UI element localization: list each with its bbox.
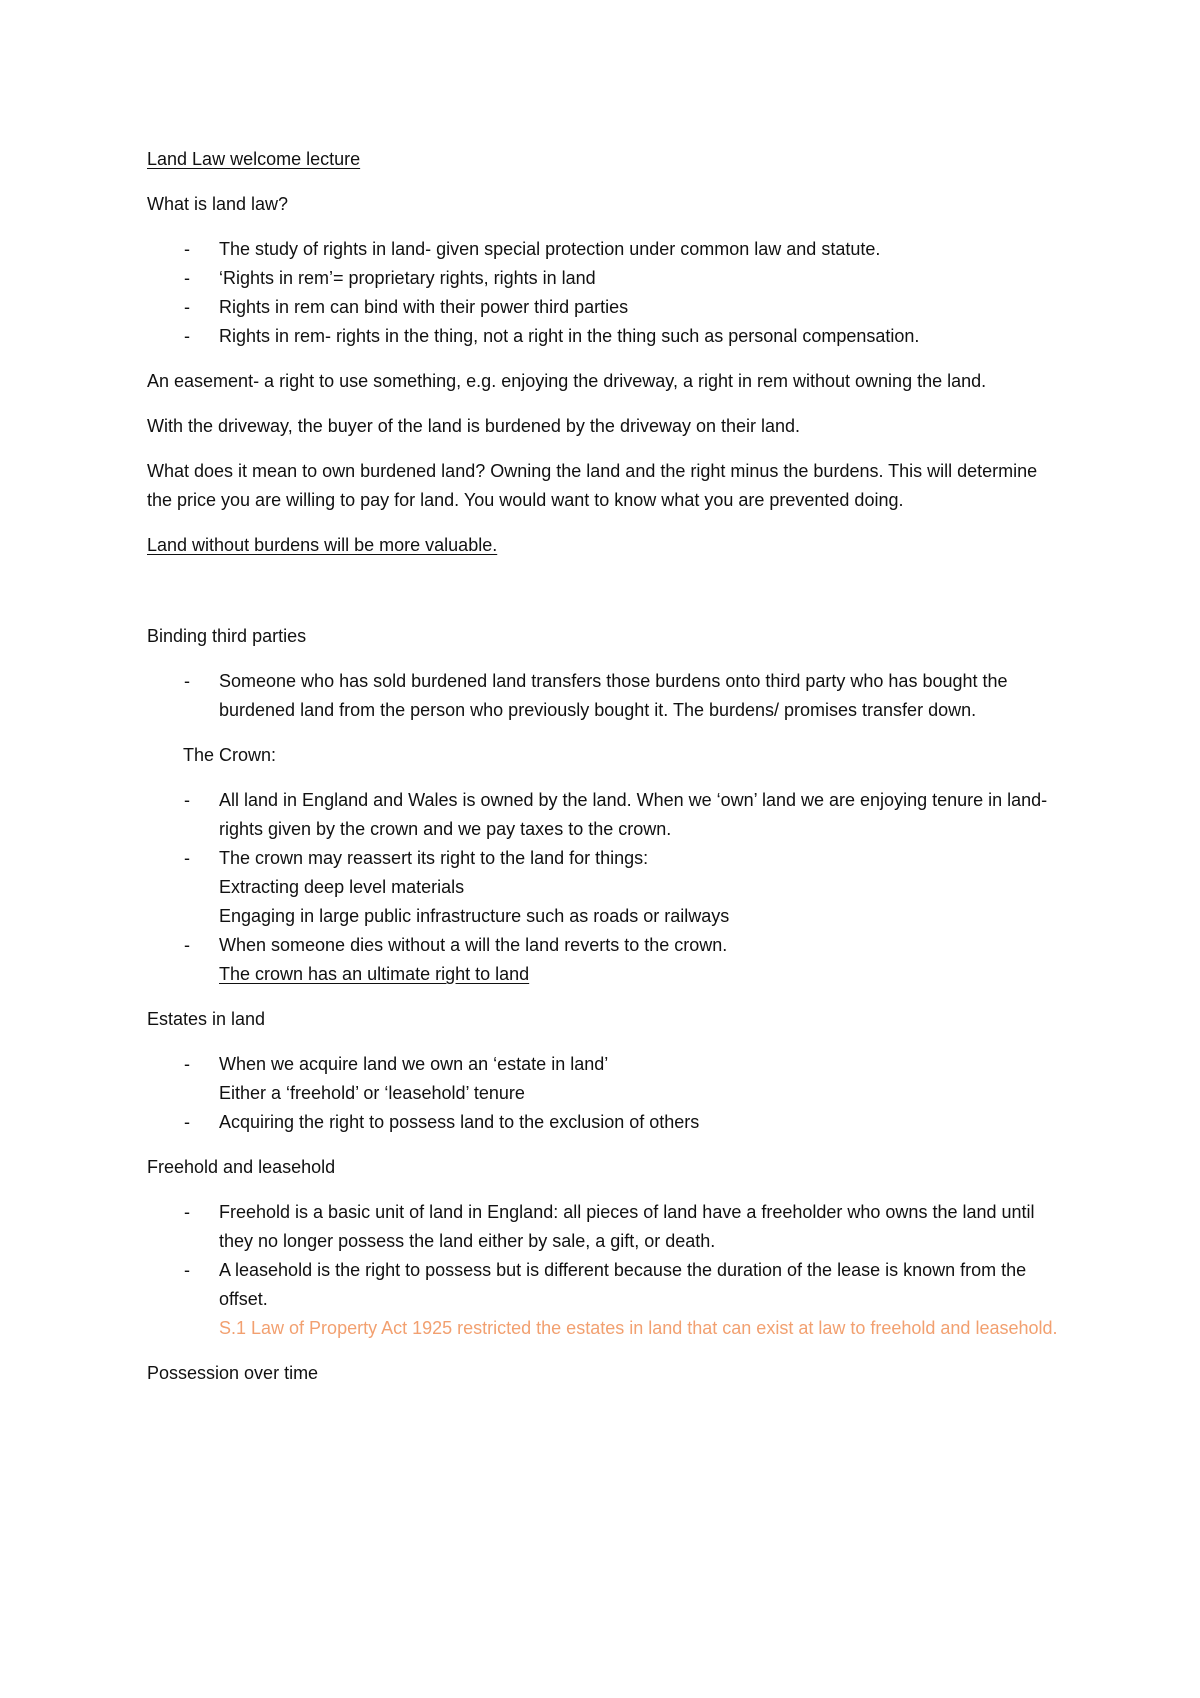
list-subline: Extracting deep level materials bbox=[219, 877, 465, 897]
document-page bbox=[147, 145, 1067, 1404]
crown-list bbox=[147, 786, 1067, 989]
list-item: - All land in England and Wales is owned by the land. When we ‘own’ land we are enjoying tenure in land- rights given by the crown and we pay taxes to the crown. bbox=[147, 786, 1067, 844]
list-item-text: - A leasehold is the right to possess but is different because the duration of the lease is known from the offset. bbox=[219, 1260, 1027, 1309]
heading-the-crown: The Crown: bbox=[183, 745, 277, 765]
paragraph-driveway: With the driveway, the buyer of the land is burdened by the driveway on their land. bbox=[147, 416, 801, 436]
paragraph-easement: An easement- a right to use something, e.g. enjoying the driveway, a right in rem without owning the land. bbox=[147, 371, 987, 391]
list-item: - Freehold is a basic unit of land in England: all pieces of land have a freeholder who owns the land until they no longer possess the land either by sale, a gift, or death. bbox=[147, 1198, 1067, 1256]
freehold-list bbox=[147, 1198, 1067, 1343]
list-item: - Acquiring the right to possess land to the exclusion of others bbox=[147, 1108, 1067, 1137]
land-law-definition-list bbox=[147, 235, 1067, 351]
question-what-is-land-law: What is land law? bbox=[147, 194, 289, 214]
estates-list bbox=[147, 1050, 1067, 1137]
list-item bbox=[147, 931, 1067, 989]
list-subline-underlined: The crown has an ultimate right to land bbox=[219, 964, 530, 984]
list-item bbox=[147, 1050, 1067, 1108]
binding-list bbox=[147, 667, 1067, 725]
list-item: - Someone who has sold burdened land transfers those burdens onto third party who has bought the burdened land from the person who previously bought it. The burdens/ promises transfer down. bbox=[147, 667, 1067, 725]
paragraph-burdened-land: What does it mean to own burdened land? Owning the land and the right minus the burdens. This will determine the price you are willing to pay for land. You would want to know what you are prevented doing. bbox=[147, 461, 1038, 510]
heading-binding-third-parties: Binding third parties bbox=[147, 626, 307, 646]
list-item: - Rights in rem can bind with their power third parties bbox=[147, 293, 1067, 322]
heading-possession-over-time: Possession over time bbox=[147, 1363, 319, 1383]
statute-note: S.1 Law of Property Act 1925 restricted the estates in land that can exist at law to freehold and leasehold. bbox=[219, 1318, 1058, 1338]
heading-freehold-and-leasehold: Freehold and leasehold bbox=[147, 1157, 336, 1177]
list-item bbox=[147, 1256, 1067, 1343]
list-item: - Rights in rem- rights in the thing, not a right in the thing such as personal compensation. bbox=[147, 322, 1067, 351]
list-subline: Either a ‘freehold’ or ‘leasehold’ tenure bbox=[219, 1083, 525, 1103]
list-item-text: - When someone dies without a will the land reverts to the crown. bbox=[219, 935, 728, 955]
list-item: - The study of rights in land- given special protection under common law and statute. bbox=[147, 235, 1067, 264]
list-item: - ‘Rights in rem’= proprietary rights, rights in land bbox=[147, 264, 1067, 293]
spacer bbox=[147, 576, 1067, 622]
list-item-text: - The crown may reassert its right to the land for things: bbox=[219, 848, 649, 868]
document-title: Land Law welcome lecture bbox=[147, 149, 361, 169]
list-subline: Engaging in large public infrastructure such as roads or railways bbox=[219, 906, 730, 926]
list-item-text: - When we acquire land we own an ‘estate in land’ bbox=[219, 1054, 609, 1074]
heading-estates-in-land: Estates in land bbox=[147, 1009, 266, 1029]
paragraph-more-valuable: Land without burdens will be more valuable. bbox=[147, 535, 498, 555]
list-item bbox=[147, 844, 1067, 931]
